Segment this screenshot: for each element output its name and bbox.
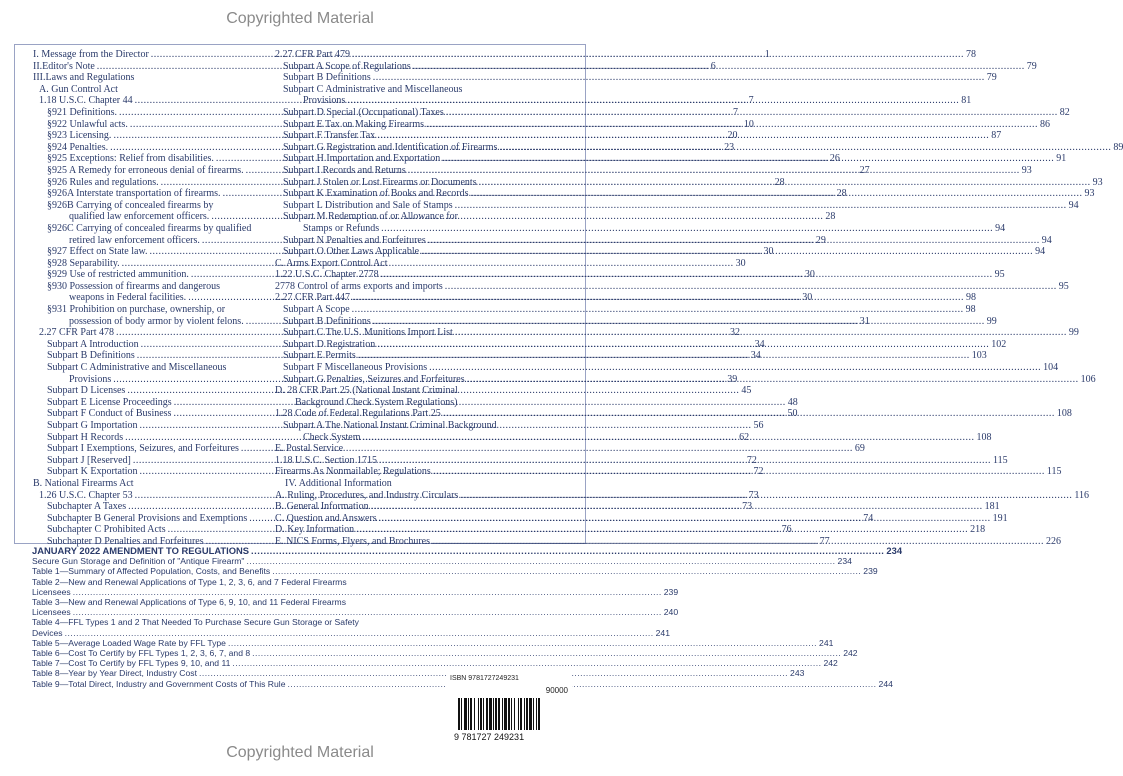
toc-entry-label: §926 Rules and regulations. — [47, 176, 159, 188]
toc-entry-label: 1.26 U.S.C. Chapter 53 — [39, 489, 133, 501]
toc-entry-label: Licensees — [32, 586, 71, 597]
toc-entry-page: 28 — [774, 176, 785, 188]
barcode-bar — [495, 698, 497, 730]
toc-entry-label: Table 4—FFL Types 1 and 2 That Needed To Purchase Secure Gun Storage or Safety — [32, 617, 359, 628]
toc-entry-label: Subpart J Stolen or Lost Firearms or Documents — [283, 176, 477, 188]
toc-entry-page: 26 — [829, 153, 840, 165]
toc-entry-label: III.Laws and Regulations — [33, 72, 135, 84]
toc-entry-label: D. Key Information — [275, 524, 355, 536]
toc-leader-dots — [413, 61, 1025, 73]
toc-entry-page: 45 — [741, 385, 752, 397]
toc-entry-page: 56 — [753, 420, 764, 431]
toc-entry-label: Subpart D Registration — [283, 338, 376, 350]
toc-entry-label: §922 Unlawful acts. — [47, 118, 128, 130]
toc-entry-label: Subpart A Scope of Regulations — [283, 60, 411, 72]
toc-entry-label: §928 Separability. — [47, 257, 120, 269]
toc-leader-dots — [443, 408, 1055, 420]
toc-entry-label: §923 Licensing. — [47, 130, 112, 142]
toc-entry — [32, 627, 670, 638]
toc-entry — [32, 607, 679, 618]
toc-entry-page: 191 — [992, 512, 1008, 524]
toc-entry-page: 244 — [878, 678, 893, 689]
toc-entry-label: §921 Definitions. — [47, 106, 117, 118]
toc-entry-label: Subpart A The National Instant Criminal Background — [283, 420, 497, 431]
toc-frame — [14, 44, 1123, 547]
toc-entry-page: 72 — [753, 466, 764, 478]
toc-entry-page: 241 — [655, 627, 670, 638]
toc-entry-label: §924 Penalties. — [47, 141, 109, 153]
toc-entry-label: possession of body armor by violent felons. — [69, 315, 244, 327]
toc-leader-dots — [228, 638, 817, 648]
toc-entry-page: 93 — [1092, 176, 1103, 188]
toc-entry-page: 115 — [1046, 466, 1062, 478]
toc-entry-page: 28 — [836, 188, 847, 200]
toc-entry-label: §925 A Remedy for erroneous denial of firearms. — [47, 164, 244, 176]
toc-entry-label: Subpart B Definitions — [47, 350, 135, 362]
toc-entry-label: D. 28 CFR Part 25 (National Instant Criminal — [275, 385, 458, 397]
toc-entry-page: 81 — [961, 95, 972, 107]
toc-entry-page: 243 — [790, 668, 805, 679]
toc-entry-label: Subpart O Other Laws Applicable — [283, 246, 420, 258]
toc-entry-page: 242 — [823, 658, 838, 669]
toc-entry — [275, 49, 977, 61]
toc-leader-dots — [445, 281, 1057, 293]
watermark-bottom: Copyrighted Material — [226, 744, 374, 761]
toc-entry-page: 86 — [1040, 118, 1051, 130]
toc-entry-label: §926A Interstate transportation of firearms. — [47, 188, 221, 200]
toc-entry-page: 87 — [991, 130, 1002, 142]
isbn-label: ISBN 9781727249231 — [450, 675, 519, 682]
toc-entry-page: 116 — [1074, 489, 1089, 501]
toc-entry-label: Table 1—Summary of Affected Population, Costs, and Benefits — [32, 566, 271, 577]
toc-leader-dots — [363, 432, 975, 444]
toc-entry-page: 62 — [739, 431, 750, 443]
toc-entry — [275, 280, 1069, 293]
toc-leader-dots — [499, 142, 1111, 154]
toc-entry-page: 34 — [754, 338, 765, 350]
toc-entry — [275, 478, 515, 490]
toc-entry — [275, 420, 515, 432]
toc-entry-page: 32 — [730, 327, 741, 339]
toc-entry-page: 181 — [984, 501, 1000, 513]
toc-entry-page: 30 — [802, 292, 813, 304]
toc-entry-label: Subpart H Records — [47, 431, 124, 443]
toc-entry-label: Subpart G Importation — [47, 420, 138, 431]
toc-entry-label: Table 5—Average Loaded Wage Rate by FFL Type — [32, 637, 226, 648]
barcode-bar — [493, 698, 494, 730]
toc-entry-label: E. NICS Forms, Flyers, and Brochures — [275, 535, 430, 547]
toc-entry-label: Table 9—Total Direct, Industry and Government Costs of This Rule — [32, 678, 286, 689]
toc-leader-dots — [373, 316, 985, 328]
toc-entry — [32, 637, 834, 648]
toc-entry-label: Stamps or Refunds — [303, 222, 380, 234]
toc-entry-label: Table 6—Cost To Certify by FFL Types 1, 2, 3, 6, 7, and 8 — [32, 648, 251, 659]
toc-entry-page: 104 — [1043, 362, 1059, 374]
toc-leader-dots — [358, 350, 970, 362]
toc-entry-page: 74 — [863, 512, 874, 524]
toc-entry-page: 115 — [992, 454, 1008, 466]
toc-entry-label: Table 7—Cost To Certify by FFL Types 9, 10, and 11 — [32, 658, 231, 669]
toc-leader-dots — [371, 501, 983, 513]
toc-entry — [275, 211, 515, 223]
toc-leader-dots — [65, 628, 654, 638]
toc-entry — [33, 84, 281, 96]
toc-entry-page: 226 — [1046, 535, 1061, 547]
barcode-bar — [504, 698, 507, 730]
toc-entry-label: 2.27 CFR Part 447 — [275, 292, 351, 304]
toc-entry-label: C. Question and Answers — [275, 512, 377, 524]
toc-leader-dots — [232, 658, 821, 668]
toc-leader-dots — [379, 455, 991, 467]
toc-entry-page: 94 — [1041, 234, 1052, 246]
toc-entry-page: 76 — [781, 524, 792, 536]
toc-entry — [33, 304, 281, 316]
toc-entry-label: Table 8—Year by Year Direct, Industry Cost — [32, 668, 197, 679]
toc-entry-page: 93 — [1021, 164, 1032, 176]
toc-entry-label: Subpart E Tax on Making Firearms — [283, 118, 425, 130]
toc-entry-label: Secure Gun Storage and Definition of "Antique Firearm" — [32, 556, 245, 567]
toc-entry-page: 29 — [815, 234, 826, 246]
toc-entry — [32, 566, 878, 577]
toc-leader-dots — [455, 200, 1067, 212]
toc-entry — [275, 95, 972, 107]
toc-entry-page: 72 — [746, 454, 757, 466]
toc-entry-page: 91 — [1056, 153, 1067, 165]
barcode-bar — [514, 698, 515, 730]
barcode-bar — [502, 698, 503, 730]
toc-entry-label: Subpart G Penalties, Seizures and Forfeitures — [283, 373, 465, 385]
toc-entry-label: §929 Use of restricted ammunition. — [47, 269, 189, 281]
toc-entry-label: Subpart L Distribution and Sale of Stamps — [283, 199, 453, 211]
toc-entry-label: §930 Possession of firearms and dangerous — [47, 280, 221, 292]
toc-entry-label: Subchapter C Prohibited Acts — [47, 524, 166, 536]
barcode-bar — [518, 698, 519, 730]
barcode-bar — [468, 698, 469, 730]
toc-entry-page: 242 — [843, 648, 858, 659]
toc-entry-label: Subpart C The U.S. Munitions Import List — [283, 327, 453, 339]
toc-entry-label: Subpart D Licenses — [47, 385, 126, 397]
toc-entry-label: Subpart J [Reserved] — [47, 454, 131, 466]
toc-leader-dots — [479, 177, 1091, 189]
barcode-bar — [498, 698, 500, 730]
toc-entry-label: Subpart G Registration and Identification of Firearms — [283, 141, 498, 153]
toc-leader-dots — [381, 223, 993, 235]
toc-entry-label: A. Gun Control Act — [39, 83, 118, 95]
toc-entry — [33, 223, 281, 235]
toc-leader-dots — [460, 490, 1072, 502]
toc-leader-dots — [251, 546, 884, 556]
toc-entry-label: 2.27 CFR Part 479 — [275, 49, 351, 60]
toc-entry-label: Subpart A Introduction — [47, 338, 139, 350]
toc-entry-label: Subpart N Penalties and Forfeitures — [283, 234, 426, 246]
toc-entry-label: §926B Carrying of concealed firearms by — [47, 199, 214, 211]
toc-leader-dots — [381, 269, 993, 281]
toc-entry-page: 239 — [863, 566, 878, 577]
barcode-bars — [450, 684, 568, 742]
toc-entry-label: Check System — [303, 431, 361, 443]
toc-entry-page: 73 — [742, 501, 753, 513]
toc-entry-page: 48 — [787, 396, 798, 408]
toc-entry-label: A. Ruling, Procedures, and Industry Circulars — [275, 489, 459, 501]
barcode-bar — [526, 698, 528, 730]
toc-entry-label: IV. Additional Information — [285, 477, 392, 489]
barcode-digits: 9 781727 249231 — [454, 732, 525, 742]
toc-entry-label: 2778 Control of arms exports and imports — [275, 280, 443, 292]
toc-entry — [32, 586, 679, 597]
toc-leader-dots — [471, 188, 1083, 200]
toc-entry-page: 89 — [1113, 141, 1123, 153]
toc-entry-page: 30 — [735, 257, 746, 269]
toc-entry-label: B. General Information — [275, 501, 369, 513]
toc-entry-page: 234 — [837, 556, 852, 567]
toc-entry — [32, 597, 472, 607]
toc-entry-label: Subpart A Scope — [283, 304, 350, 316]
barcode-bar — [461, 698, 462, 730]
barcode-bar — [520, 698, 522, 730]
toc-entry — [275, 60, 1037, 73]
toc-leader-dots — [426, 119, 1038, 131]
toc-entry-page: 239 — [663, 586, 679, 597]
toc-entry-page: 34 — [750, 350, 761, 362]
toc-leader-dots — [428, 235, 1040, 247]
toc-entry — [32, 556, 852, 567]
toc-entry-label: Background Check System Regulations) — [295, 396, 458, 408]
toc-entry-page: 79 — [1026, 60, 1037, 72]
toc-entry-label: §925 Exceptions: Relief from disabilities. — [47, 153, 214, 165]
toc-entry — [275, 443, 515, 455]
toc-entry-page: 23 — [724, 141, 735, 153]
toc-entry-label: Subpart B Definitions — [283, 315, 371, 327]
watermark-top: Copyrighted Material — [226, 10, 374, 27]
toc-leader-dots — [467, 374, 1079, 386]
toc-entry — [32, 648, 858, 659]
toc-entry — [275, 72, 997, 84]
toc-entry-page: 108 — [1056, 408, 1072, 420]
toc-entry-label: Subpart M Redemption of or Allowance for — [283, 211, 458, 223]
isbn-barcode — [446, 672, 572, 744]
toc-entry — [275, 362, 1059, 374]
toc-entry-label: Subpart F Conduct of Business — [47, 408, 172, 420]
toc-entry-label: Subpart I Exemptions, Seizures, and Forfeitures — [47, 443, 239, 455]
toc-leader-dots — [377, 339, 989, 351]
toc-entry-label: Subpart C Administrative and Miscellaneous — [47, 362, 227, 374]
toc-entry-page: 218 — [970, 524, 986, 536]
toc-entry — [275, 222, 1006, 235]
toc-entry-page: 7 — [748, 95, 754, 107]
toc-entry-page: 99 — [1068, 327, 1079, 339]
toc-leader-dots — [246, 556, 835, 566]
toc-entry-label: JANUARY 2022 AMENDMENT TO REGULATIONS — [32, 545, 250, 556]
toc-entry — [275, 304, 976, 316]
toc-entry-page: 10 — [743, 118, 754, 130]
barcode-bar — [508, 698, 510, 730]
toc-leader-dots — [433, 466, 1045, 478]
toc-entry-label: weapons in Federal facilities. — [69, 292, 187, 304]
toc-entry-page: 27 — [859, 164, 870, 176]
toc-leader-dots — [272, 566, 861, 576]
toc-entry-label: C. Arms Export Control Act — [275, 257, 388, 269]
toc-entry-label: Provisions — [69, 373, 112, 385]
toc-entry-page: 7 — [733, 106, 738, 118]
toc-entry-label: Subpart K Examination of Books and Records — [283, 188, 469, 200]
toc-entry-label: Licensees — [32, 607, 71, 618]
toc-entry-label: Subpart F Miscellaneous Provisions — [283, 362, 428, 374]
toc-leader-dots — [377, 130, 989, 142]
toc-entry-page: 20 — [727, 130, 738, 142]
toc-entry — [33, 362, 281, 374]
toc-entry-page: 240 — [663, 607, 679, 618]
toc-leader-dots — [421, 246, 1033, 258]
toc-entry-label: Subpart D Special (Occupational) Taxes — [283, 106, 444, 118]
toc-entry — [32, 658, 838, 669]
toc-entry-label: §931 Prohibition on purchase, ownership, or — [47, 304, 226, 316]
toc-leader-dots — [356, 524, 968, 536]
toc-entry-page: 39 — [727, 373, 738, 385]
toc-entry — [275, 397, 515, 409]
toc-entry — [275, 199, 1079, 212]
toc-entry-page: 28 — [825, 211, 836, 223]
toc-entry-label: Subpart B Definitions — [283, 72, 371, 84]
toc-entry-label: Subpart C Administrative and Miscellaneous — [283, 83, 463, 95]
barcode-bar — [486, 698, 488, 730]
toc-entry — [32, 577, 472, 587]
toc-entry-page: 95 — [1058, 280, 1069, 292]
price-code: 90000 — [545, 686, 568, 695]
barcode-bar — [511, 698, 512, 730]
toc-entry-page: 99 — [986, 315, 997, 327]
toc-entry-page: 95 — [994, 269, 1005, 281]
toc-entry — [33, 200, 281, 212]
toc-entry-label: 2.27 CFR Part 478 — [39, 327, 115, 339]
toc-entry-page: 108 — [976, 431, 992, 443]
toc-entry-page: 78 — [966, 49, 977, 60]
toc-leader-dots — [352, 292, 964, 304]
toc-leader-dots — [373, 72, 985, 84]
toc-entry-page: 79 — [986, 72, 997, 84]
toc-entry-page: 241 — [819, 637, 834, 648]
toc-entry-page: 234 — [886, 545, 903, 556]
toc-entry-page: 69 — [854, 443, 865, 455]
toc-entry-label: Subchapter D Penalties and Forfeitures — [47, 535, 204, 547]
toc-entry-label: Subchapter A Taxes — [47, 501, 127, 513]
toc-entry — [32, 545, 903, 556]
toc-entry-page: 94 — [995, 222, 1006, 234]
toc-leader-dots — [429, 362, 1041, 374]
toc-entry-label: 1.22 U.S.C. Chapter 2778 — [275, 269, 379, 281]
toc-entry — [275, 258, 515, 270]
toc-leader-dots — [352, 304, 964, 316]
toc-entry-page: 31 — [859, 315, 870, 327]
toc-leader-dots — [73, 587, 662, 597]
toc-entry-label: qualified law enforcement officers. — [69, 211, 210, 223]
toc-leader-dots — [347, 95, 959, 107]
toc-entry-label: Table 3—New and Renewal Applications of Type 6, 9, 10, and 11 Federal Firearms — [32, 597, 347, 608]
toc-entry-label: §926C Carrying of concealed firearms by qualified — [47, 222, 252, 234]
toc-entry — [275, 385, 515, 397]
toc-leader-dots — [287, 679, 876, 689]
toc-leader-dots — [352, 49, 964, 61]
toc-entry-label: Devices — [32, 627, 63, 638]
toc-entry — [275, 84, 515, 96]
barcode-bar — [478, 698, 479, 730]
barcode-bar — [480, 698, 482, 730]
toc-entry-page: 1 — [764, 49, 770, 60]
toc-entry-page: 82 — [1059, 106, 1070, 118]
toc-entry-label: Provisions — [303, 95, 346, 107]
toc-entry-page: 73 — [748, 489, 759, 501]
toc-entry — [33, 478, 281, 490]
barcode-bar — [489, 698, 492, 730]
toc-entry-page: 103 — [971, 350, 987, 362]
toc-entry-page: 30 — [763, 246, 774, 258]
toc-entry — [275, 106, 1070, 119]
toc-entry-label: E. Postal Service — [275, 443, 344, 455]
toc-entry-label: Firearms As Nonmailable; Regulations — [275, 466, 431, 478]
toc-entry-label: Subpart K Exportation — [47, 466, 138, 478]
toc-leader-dots — [446, 107, 1058, 119]
toc-entry-label: 1.18 U.S.C. Section 1715 — [275, 454, 377, 466]
toc-entry-page: 50 — [787, 408, 798, 420]
toc-entry-label: Subpart I Records and Returns — [283, 164, 406, 176]
toc-entry-label: Subpart E License Proceedings — [47, 396, 172, 408]
toc-entry-label: B. National Firearms Act — [33, 477, 134, 489]
toc-entry-page: 98 — [965, 304, 976, 316]
toc-entry-label: Subpart E Permits — [283, 350, 356, 362]
toc-entry-label: Subpart F Transfer Tax — [283, 130, 376, 142]
toc-entry-page: 94 — [1035, 246, 1046, 258]
barcode-bar — [483, 698, 484, 730]
toc-entry-page: 106 — [1080, 373, 1096, 385]
toc-entry — [33, 72, 281, 84]
barcode-bar — [458, 698, 460, 730]
toc-entry-page: 98 — [966, 292, 977, 304]
toc-leader-dots — [73, 607, 662, 617]
toc-entry-page: 94 — [1068, 199, 1079, 211]
barcode-bar — [536, 698, 537, 730]
barcode-bar — [474, 698, 475, 730]
toc-entry-label: 1.28 Code of Federal Regulations Part 25 — [275, 408, 441, 420]
toc-entry-label: §927 Effect on State law. — [47, 246, 148, 258]
barcode-bar — [529, 698, 532, 730]
barcode-bar — [538, 698, 540, 730]
toc-entry-label: 1.18 U.S.C. Chapter 44 — [39, 95, 133, 107]
toc-entry-label: II.Editor's Note — [33, 60, 95, 72]
toc-leader-dots — [252, 648, 841, 658]
toc-entry-page: 77 — [819, 535, 830, 547]
toc-entry — [32, 617, 472, 627]
toc-leader-dots — [442, 153, 1054, 165]
toc-leader-dots — [408, 165, 1020, 177]
toc-leader-dots — [379, 513, 991, 525]
barcode-bar — [464, 698, 467, 730]
toc-entry-label: Subchapter B General Provisions and Exemptions — [47, 512, 248, 524]
barcode-bar — [524, 698, 525, 730]
toc-entry-page: 102 — [991, 338, 1007, 350]
toc-entry-label: I. Message from the Director — [33, 49, 149, 60]
toc-entry-page: 6 — [710, 60, 716, 72]
barcode-bar — [533, 698, 534, 730]
toc-entry-label: Subpart H Importation and Exportation — [283, 153, 441, 165]
toc-entry-label: Table 2—New and Renewal Applications of Type 1, 2, 3, 6, and 7 Federal Firearms — [32, 576, 347, 587]
barcode-bar — [470, 698, 472, 730]
toc-entry-label: retired law enforcement officers. — [69, 234, 200, 246]
toc-entry — [33, 281, 281, 293]
toc-entry-page: 93 — [1084, 188, 1095, 200]
toc-entry-page: 30 — [804, 269, 815, 281]
toc-leader-dots — [455, 327, 1067, 339]
